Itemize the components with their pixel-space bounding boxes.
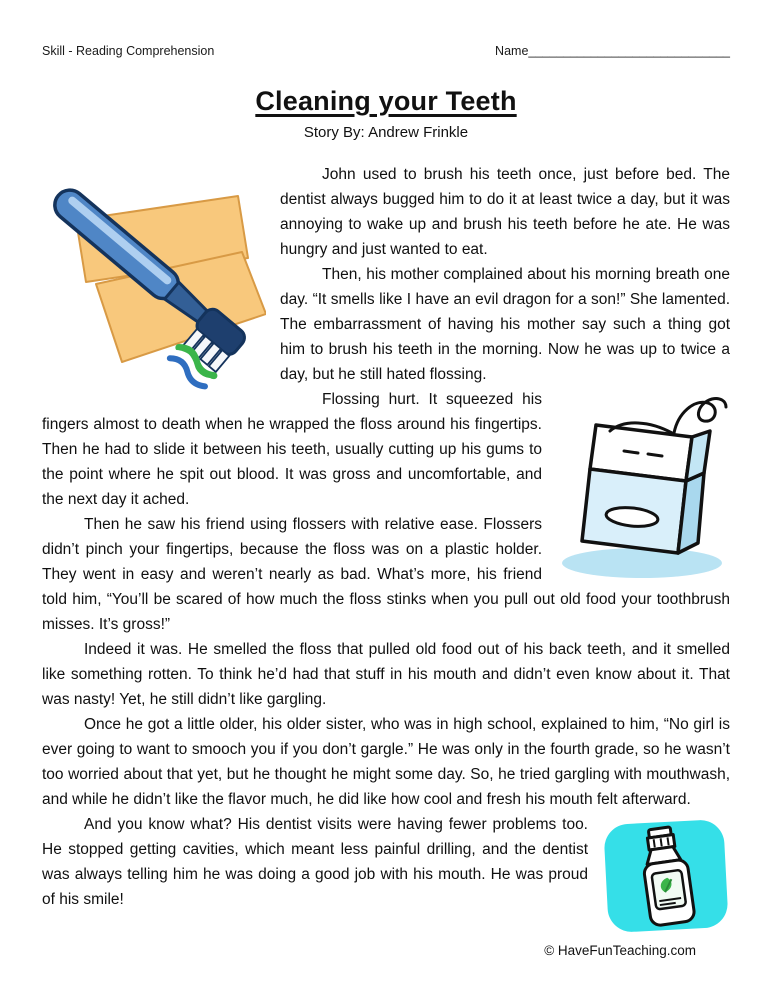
story-paragraph: Then, his mother complained about his morning breath one day. “It smells like I have an evil dragon for a son!” She lamented. The embarrassment of having his mother say such a thing got him to brush his teeth in the morning. Now he was up to twice a day, but he still hated flossing. bbox=[280, 266, 730, 383]
story-byline: Story By: Andrew Frinkle bbox=[303, 124, 469, 141]
story-paragraph: Indeed it was. He smelled the floss that pulled old food out of his back teeth, and it smelled like something rotten. To think he’d had that stuff in his mouth and didn’t even know about it. That was nasty! Yet, he still didn’t like gargling. bbox=[42, 641, 730, 708]
story-paragraph: Then he saw his friend using flossers with relative ease. Flossers didn’t pinch your fingertips, because the floss was on a plastic holder. They went in easy and weren’t nearly as bad. What’s more, his friend told him, “You’ll be scared of how much the floss stinks when you pull out old food your toothbrush misses. It’s gross!” bbox=[42, 516, 730, 633]
story-body bbox=[42, 162, 730, 912]
page-header bbox=[42, 44, 730, 58]
floss-box-illustration-container bbox=[554, 389, 730, 583]
skill-label: Skill - Reading Comprehension bbox=[42, 44, 215, 58]
dental-floss-box-icon bbox=[554, 389, 730, 583]
mouthwash-illustration-container bbox=[602, 814, 730, 936]
story-paragraph: And you know what? His dentist visits were having fewer problems too. He stopped getting cavities, which meant less painful drilling, and the dentist was always telling him he was doing a good job with his mouth. He was proud of his smile! bbox=[42, 816, 588, 908]
toothbrush-illustration-container bbox=[42, 164, 266, 390]
toothbrush-icon bbox=[42, 164, 266, 390]
mouthwash-bottle-icon bbox=[602, 814, 730, 936]
copyright-footer: © HaveFunTeaching.com bbox=[544, 943, 696, 958]
story-paragraph: Flossing hurt. It squeezed his fingers almost to death when he wrapped the floss around his fingertips. Then he had to slide it between his teeth, usually cutting up his gums to the point where he spit out blood. It was gross and uncomfortable, and the next day it ached. bbox=[42, 391, 542, 508]
name-field-label: Name_____________________________ bbox=[495, 44, 730, 58]
page-title: Cleaning your Teeth bbox=[255, 86, 517, 116]
story-paragraph: John used to brush his teeth once, just before bed. The dentist always bugged him to do it at least twice a day, but it was annoying to wake up and brush his teeth before he ate. He was hungry and just wanted to eat. bbox=[280, 166, 730, 258]
story-paragraph: Once he got a little older, his older sister, who was in high school, explained to him, “No girl is ever going to want to smooch you if you don’t gargle.” He was only in the fourth grade, so he wasn’t too worried about that yet, but he thought he might some day. So, he tried gargling with mouthwash, and while he didn’t like the flavor much, he did like how cool and fresh his mouth felt afterward. bbox=[42, 716, 730, 808]
